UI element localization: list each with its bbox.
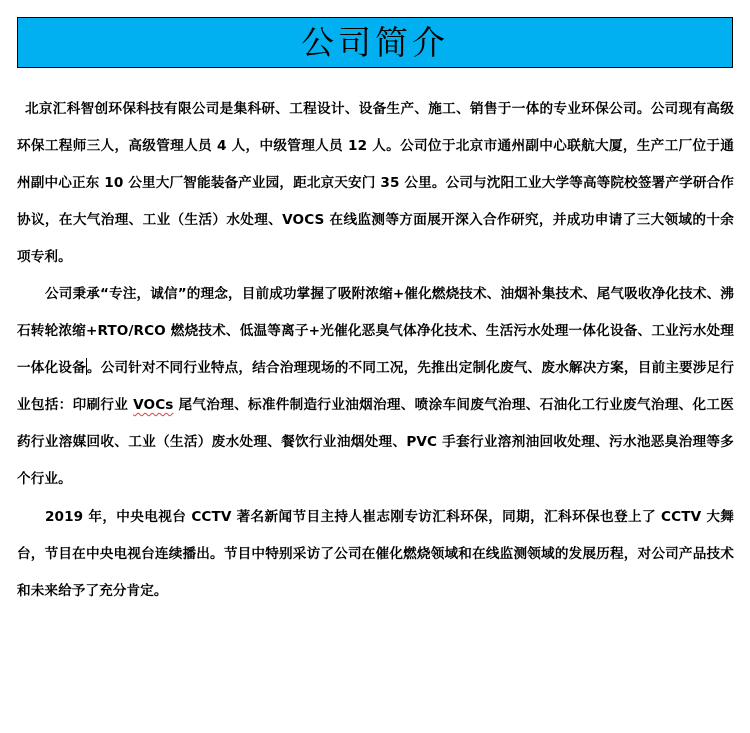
paragraph-technology	[17, 276, 734, 498]
paragraph-technology-part-1: 公司秉承“专注，诚信”的理念，目前成功掌握了吸附浓缩+催化燃烧技术、油烟补集技术、尾气吸收净化技术、沸石转轮浓缩+RTO/RCO 燃烧技术、低温等离子+光催化恶臭气体净化技术、生活污水处理一体化设备、工业污水处理一体化设备	[17, 286, 734, 376]
title-banner	[17, 17, 733, 68]
document-body[interactable]	[17, 91, 734, 610]
paragraph-technology-part-3: 尾气治理、标准件制造行业油烟治理、喷涂车间废气治理、石油化工行业废气治理、化工医药行业溶媒回收、工业（生活）废水处理、餐饮行业油烟处理、PVC 手套行业溶剂油回收处理、污水池恶臭治理等多个行业。	[17, 397, 734, 487]
page-title: 公司简介	[301, 23, 449, 62]
spellcheck-flagged-word[interactable]: VOCs	[133, 397, 174, 413]
paragraph-cctv: 2019 年，中央电视台 CCTV 著名新闻节目主持人崔志刚专访汇科环保，同期，汇科环保也登上了 CCTV 大舞台，节目在中央电视台连续播出。节目中特别采访了公司在催化燃烧领域和在线监测领域的发展历程，对公司产品技术和未来给予了充分肯定。	[17, 509, 734, 599]
paragraph-technology-part-2: 。公司针对不同行业特点，结合治理现场的不同工况，先推出定制化废气、废水解决方案，目前主要涉足行业包括：印刷行业	[17, 360, 735, 413]
paragraph-company-overview: 北京汇科智创环保科技有限公司是集科研、工程设计、设备生产、施工、销售于一体的专业环保公司。公司现有高级环保工程师三人，高级管理人员 4 人，中级管理人员 12 人。公司位于北京市通州副中心联航大厦，生产工厂位于通州副中心正东 10 公里大厂智能装备产业园，距北京天安门 35 公里。公司与沈阳工业大学等高等院校签署产学研合作协议，在大气治理、工业（生活）水处理、VOCS 在线监测等方面展开深入合作研究，并成功申请了三大领域的十余项专利。	[17, 101, 734, 265]
